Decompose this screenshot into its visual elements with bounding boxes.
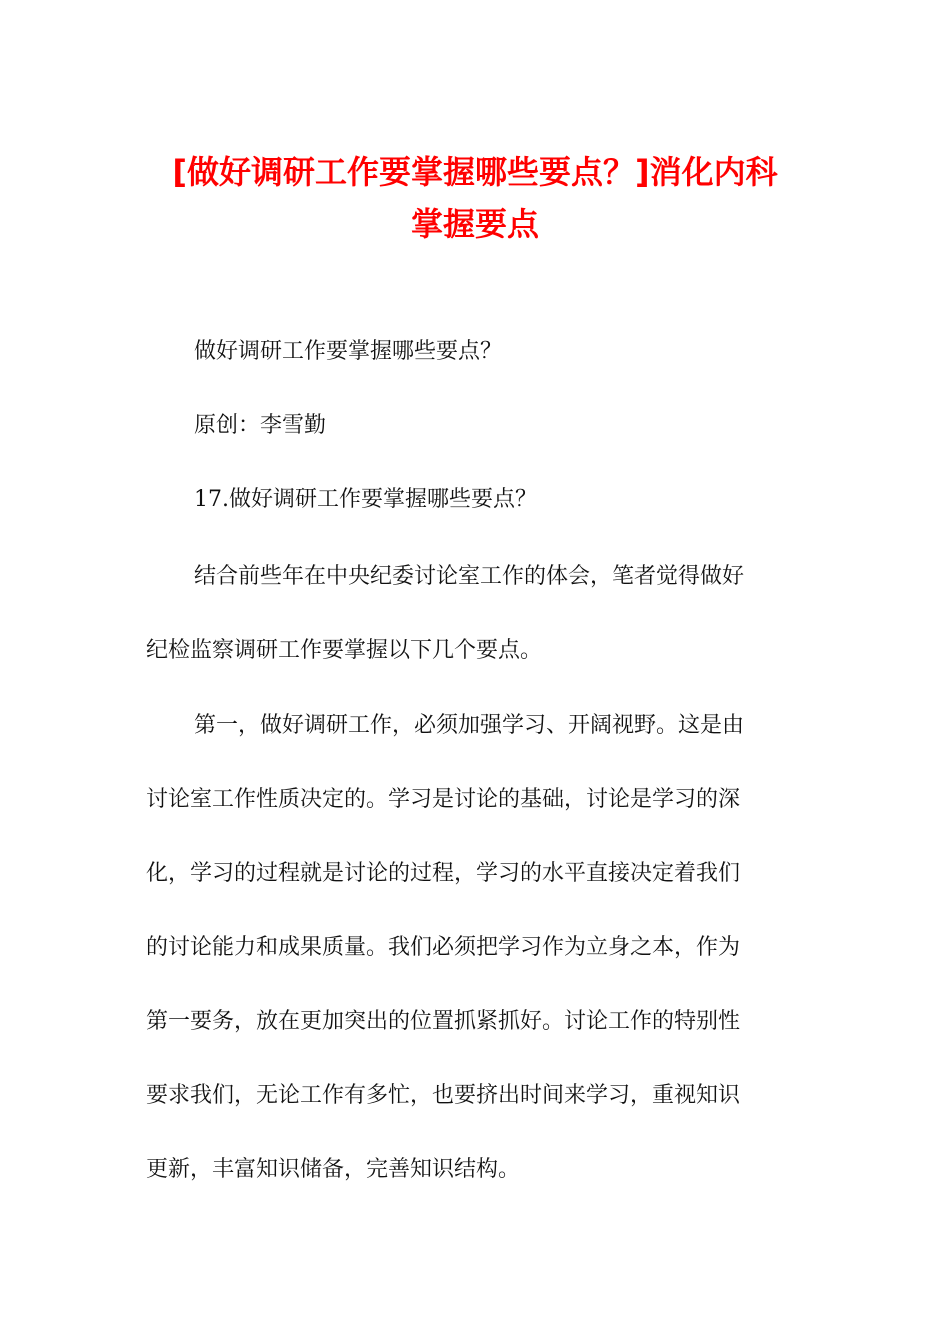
paragraph-intro [146,540,796,688]
paragraph-line: 第一要务，放在更加突出的位置抓紧抓好。讨论工作的特别性 [146,1009,741,1034]
paragraph-line: 纪检监察调研工作要掌握以下几个要点。 [146,638,543,663]
paragraph-line: 第一，做好调研工作，必须加强学习、开阔视野。这是由 [194,713,745,738]
paragraph-line: 更新，丰富知识储备，完善知识结构。 [146,1157,521,1182]
paragraph-question [146,315,796,389]
title-line-2: 掌握要点 [410,205,539,243]
paragraph-line: 17.做好调研工作要掌握哪些要点？ [194,487,537,512]
title-line-1: [做好调研工作要掌握哪些要点？]消化内科 [172,153,778,191]
paragraph-first-point [146,689,796,1207]
paragraph-line: 结合前些年在中央纪委讨论室工作的体会，笔者觉得做好 [194,564,745,589]
paragraph-item-17 [146,463,796,537]
paragraph-line: 做好调研工作要掌握哪些要点？ [194,339,503,364]
paragraph-line: 化，学习的过程就是讨论的过程，学习的水平直接决定着我们 [146,861,741,886]
paragraph-line: 讨论室工作性质决定的。学习是讨论的基础，讨论是学习的深 [146,787,741,812]
paragraph-author [146,389,796,463]
paragraph-line: 的讨论能力和成果质量。我们必须把学习作为立身之本，作为 [146,935,741,960]
paragraph-line: 要求我们，无论工作有多忙，也要挤出时间来学习，重视知识 [146,1083,741,1108]
paragraph-line: 原创：李雪勤 [194,413,327,438]
document-title [140,146,810,250]
